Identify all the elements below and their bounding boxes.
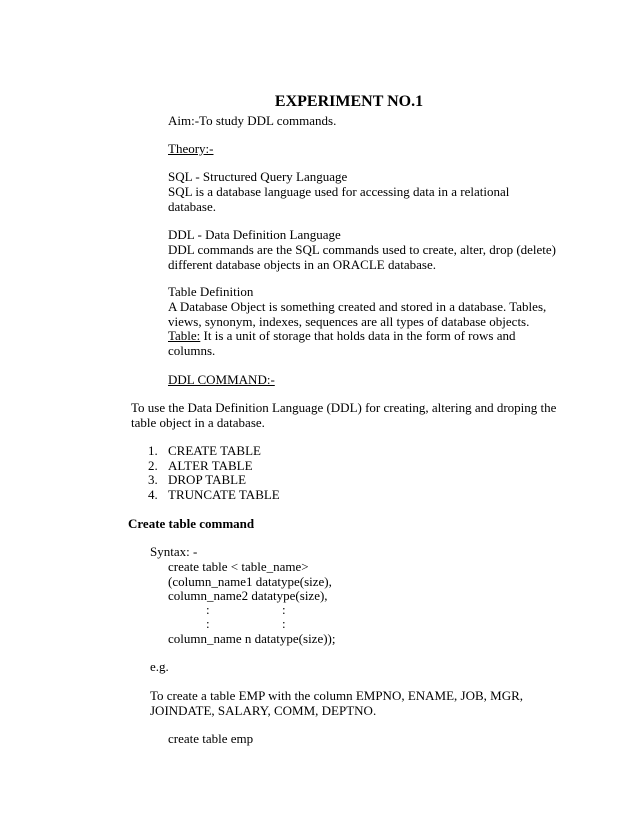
create-table-heading: Create table command — [128, 516, 255, 531]
table-def-heading: Table Definition — [168, 284, 254, 299]
command-text: DROP TABLE — [168, 472, 247, 487]
syntax-last-line: column_name n datatype(size)); — [168, 631, 336, 646]
table-def-line-3 — [168, 328, 515, 343]
command-list-item — [148, 472, 246, 487]
command-number: 4. — [148, 487, 158, 502]
table-def-line-3-text: It is a unit of storage that holds data in the form of rows and — [200, 328, 516, 343]
example-line-1: To create a table EMP with the column EMPNO, ENAME, JOB, MGR, — [150, 688, 524, 703]
command-text: TRUNCATE TABLE — [168, 487, 280, 502]
command-text: CREATE TABLE — [168, 443, 261, 458]
intro-line-2: table object in a database. — [131, 415, 265, 430]
command-list-item — [148, 458, 253, 473]
sql-line-1: SQL is a database language used for accessing data in a relational — [168, 184, 510, 199]
syntax-line-1: create table < table_name> — [168, 559, 309, 574]
command-list-item — [148, 487, 280, 502]
ddl-line-1: DDL commands are the SQL commands used to create, alter, drop (delete) — [168, 242, 557, 257]
syntax-label: Syntax: - — [150, 544, 198, 559]
table-def-line-2: views, synonym, indexes, sequences are all types of database objects. — [168, 314, 530, 329]
ddl-heading: DDL - Data Definition Language — [168, 227, 341, 242]
command-list-item — [148, 443, 261, 458]
example-line-2: JOINDATE, SALARY, COMM, DEPTNO. — [150, 703, 377, 718]
syntax-line-3: column_name2 datatype(size), — [168, 588, 328, 603]
command-text: ALTER TABLE — [168, 458, 253, 473]
syntax-ellipsis-colon: : — [206, 616, 210, 631]
syntax-ellipsis-colon: : — [206, 602, 210, 617]
syntax-ellipsis-colon: : — [282, 616, 286, 631]
sql-heading: SQL - Structured Query Language — [168, 169, 348, 184]
example-code: create table emp — [168, 731, 254, 746]
aim-text: Aim:-To study DDL commands. — [168, 113, 337, 128]
example-label: e.g. — [150, 659, 169, 674]
table-def-line-4: columns. — [168, 343, 216, 358]
command-number: 1. — [148, 443, 158, 458]
syntax-ellipsis-colon: : — [282, 602, 286, 617]
syntax-line-2: (column_name1 datatype(size), — [168, 574, 332, 589]
intro-line-1: To use the Data Definition Language (DDL) for creating, altering and droping the — [131, 400, 557, 415]
command-number: 3. — [148, 472, 158, 487]
page-title: EXPERIMENT NO.1 — [274, 93, 424, 110]
sql-line-2: database. — [168, 199, 217, 214]
theory-heading: Theory:- — [168, 141, 214, 156]
table-label: Table: — [168, 328, 201, 343]
ddl-command-heading: DDL COMMAND:- — [168, 372, 275, 387]
table-def-line-1: A Database Object is something created and stored in a database. Tables, — [168, 299, 547, 314]
ddl-line-2: different database objects in an ORACLE database. — [168, 257, 436, 272]
command-number: 2. — [148, 458, 158, 473]
